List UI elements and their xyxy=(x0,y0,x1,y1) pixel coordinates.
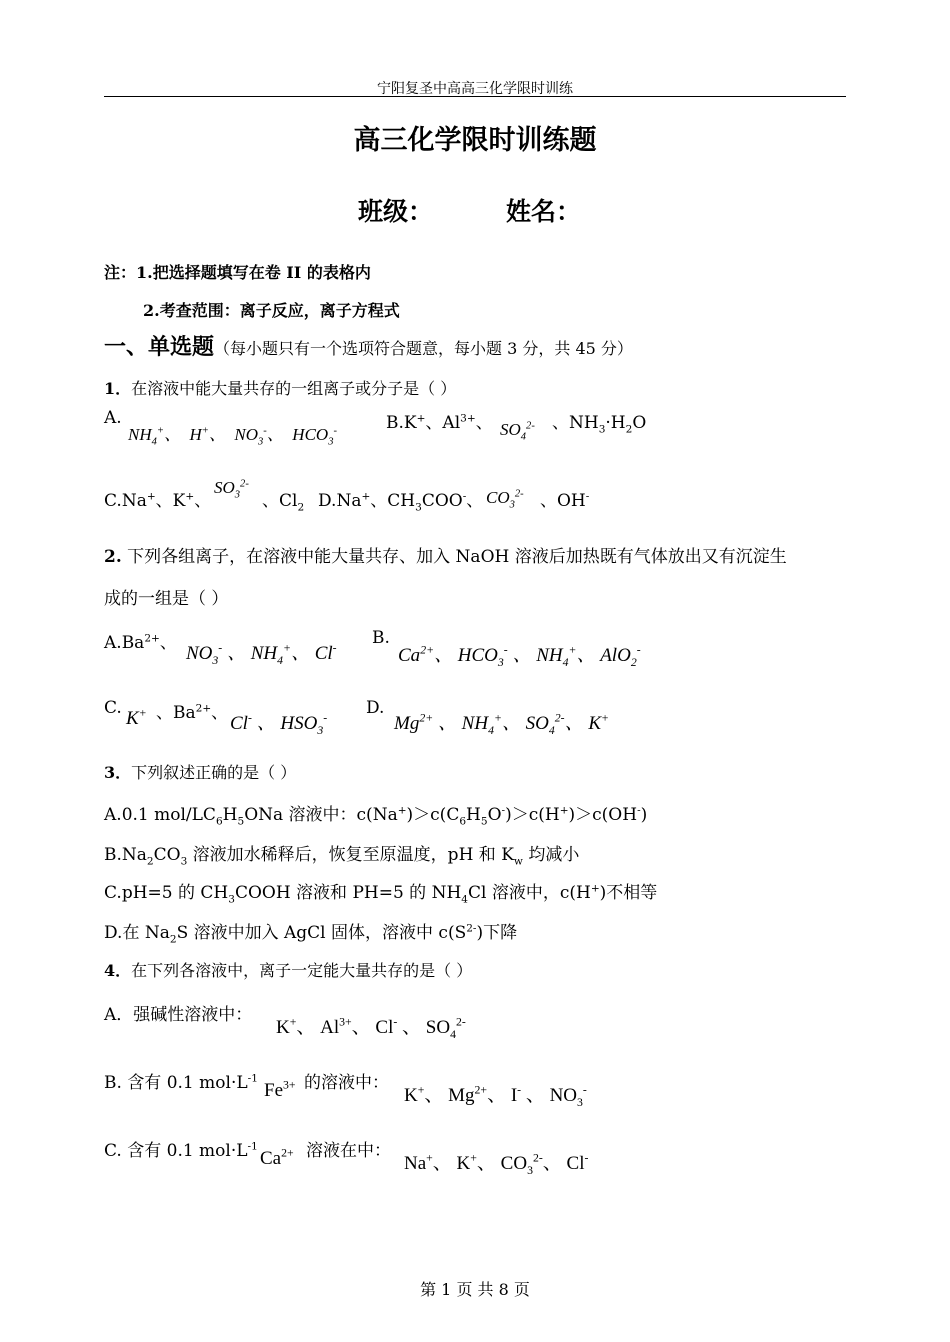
q2-option-a: $A.Ba^{2+}$、 xyxy=(104,632,177,653)
q2-option-d-ions: $Mg^{2+}$ 、 $NH_4^+$、 $SO_4^{2-}$、 K+ xyxy=(394,711,609,737)
q4-option-b-ions: K+、 $Mg^{2+}$、 I- 、 $NO_3^-$ xyxy=(404,1083,587,1109)
q3-option-b-label: B. xyxy=(104,845,122,865)
question-text: 下列叙述正确的是（ ） xyxy=(131,763,297,782)
question-number: 4． xyxy=(104,961,132,980)
section-heading xyxy=(104,330,633,361)
q1-option-b-ion: $SO_4^{2-}$ xyxy=(500,420,535,443)
q4-option-c-ions: Na+、 K+、 $CO_3^{2-}$、 Cl- xyxy=(404,1151,589,1177)
q3-option-d: D.在 $Na_2S$ 溶液中加入 AgCl 固体，溶液中 $c(S^{2-})$下降 xyxy=(104,922,518,946)
q1-option-a-ions: $NH_4^+$、 H+、 $NO_3^-$、 $HCO_3^-$ xyxy=(128,425,337,448)
q3-option-d-label: D. xyxy=(104,923,123,943)
section-desc: （每小题只有一个选项符合题意，每小题 3 分，共 45 分） xyxy=(214,339,633,358)
q4-option-b-label: B. xyxy=(104,1073,122,1093)
page-header: 宁阳复圣中高高三化学限时训练 xyxy=(377,81,573,97)
q1-option-d-tail: 、OH- xyxy=(540,490,590,511)
question-number: 2. xyxy=(104,547,122,567)
question-2-stem-2: 成的一组是（ ） xyxy=(104,589,229,609)
question-number: 1． xyxy=(104,379,132,398)
q4-option-c-label: C. xyxy=(104,1141,122,1161)
q1-option-d-ion: $CO_3^{2-}$ xyxy=(486,488,524,511)
question-text: 下列各组离子，在溶液中能大量共存、加入 NaOH 溶液后加热既有气体放出又有沉淀生 xyxy=(121,547,787,567)
class-label: 班级： xyxy=(358,197,434,226)
name-label: 姓名： xyxy=(506,197,582,226)
header-rule xyxy=(104,96,846,97)
page-footer: 第 1 页 共 8 页 xyxy=(420,1280,530,1299)
q1-option-d-label: D. xyxy=(318,491,337,511)
section-title: 一、单选题 xyxy=(104,334,215,360)
q2-option-a-label: A. xyxy=(104,633,122,653)
q2-option-c-ion-k: K+ xyxy=(126,706,147,729)
q4-option-c: C. 含有 0.1 $mol\cdot L^{-1}$ xyxy=(104,1140,258,1161)
q4-option-a-text: 强碱性溶液中： xyxy=(133,1005,253,1025)
q1-option-d: D.Na+、$CH_3COO^-$、 xyxy=(318,490,484,514)
q4-option-b-text-2: 的溶液中： xyxy=(304,1073,389,1093)
note-prefix: 注： xyxy=(104,263,137,282)
question-2-stem-1 xyxy=(104,542,787,567)
question-number: 3． xyxy=(104,763,132,782)
q1-option-b: B.K+、$Al^{3+}$、 xyxy=(386,412,493,433)
q4-option-c-text-1: 含有 0.1 mol·L xyxy=(127,1141,248,1161)
q2-option-d-label: D. xyxy=(366,698,385,718)
question-4-stem xyxy=(104,958,472,981)
q1-option-c: C.Na+、K+、 xyxy=(104,490,212,511)
q1-option-a-label: A. xyxy=(104,408,122,428)
q4-option-c-ca: $Ca^{2+}$ xyxy=(260,1146,294,1169)
question-text: 在下列各溶液中，离子一定能大量共存的是（ ） xyxy=(131,961,473,980)
q2-option-c-ions: Cl- 、 $HSO_3^-$ xyxy=(230,711,328,737)
q4-option-a xyxy=(104,1000,252,1025)
question-3-stem xyxy=(104,760,296,783)
q4-option-a-ions: K+、 $Al^{3+}$、 Cl- 、 $SO_4^{2-}$ xyxy=(276,1015,466,1041)
q4-option-b-fe: $Fe^{3+}$ xyxy=(264,1078,296,1101)
q4-option-c-text-2: 溶液在中： xyxy=(306,1141,391,1161)
note-2: 2.考查范围：离子反应，离子方程式 xyxy=(143,301,400,320)
q3-option-a: A.0.1 mol/$LC_6H_5ONa$ 溶液中：$c(Na^+)>c(C_6H_5O^-)>c(H^+)>c(OH^-)$ xyxy=(104,804,648,828)
q3-option-a-label: A. xyxy=(104,805,122,825)
question-text: 在溶液中能大量共存的一组离子或分子是（ ） xyxy=(131,379,457,398)
q2-option-c-label: C. xyxy=(104,698,122,718)
note-1: 1.把选择题填写在卷 II 的表格内 xyxy=(136,263,371,282)
q1-option-c-ion: $SO_3^{2-}$ xyxy=(214,478,249,501)
q2-option-b-label: B. xyxy=(372,628,390,648)
q1-option-c-tail: 、$Cl_2$ xyxy=(262,491,305,514)
q2-option-c-ba: 、$Ba^{2+}$、 xyxy=(156,702,229,723)
q2-option-b-ions: $Ca^{2+}$、 $HCO_3^-$ 、 $NH_4^+$、 AlO$_2$- xyxy=(398,643,641,669)
q4-option-b: B. 含有 0.1 $mol\cdot L^{-1}$ xyxy=(104,1072,258,1093)
page-title: 高三化学限时训练题 xyxy=(353,125,597,156)
q2-option-a-ions: $NO_3^-$ 、 $NH_4^+$、 Cl- xyxy=(186,641,337,667)
q3-option-b: $B.Na_2CO_3$ 溶液加水稀释后，恢复至原温度，pH 和 $K_w$ 均减小 xyxy=(104,845,580,868)
q3-option-c-label: C. xyxy=(104,883,122,903)
q1-option-b-label: B. xyxy=(386,413,404,433)
q3-option-c: C.pH=5 的 $CH_3COOH$ 溶液和 PH=5 的 $NH_4Cl$ 溶液中，c(H+)不相等 xyxy=(104,882,658,906)
q1-option-b-tail: 、$NH_3\cdot H_2O$ xyxy=(552,413,647,436)
q1-option-c-label: C. xyxy=(104,491,122,511)
note-line-1 xyxy=(104,260,371,283)
q4-option-b-text-1: 含有 0.1 mol·L xyxy=(127,1073,248,1093)
question-1-stem xyxy=(104,376,456,399)
q4-option-a-label: A． xyxy=(104,1005,134,1025)
